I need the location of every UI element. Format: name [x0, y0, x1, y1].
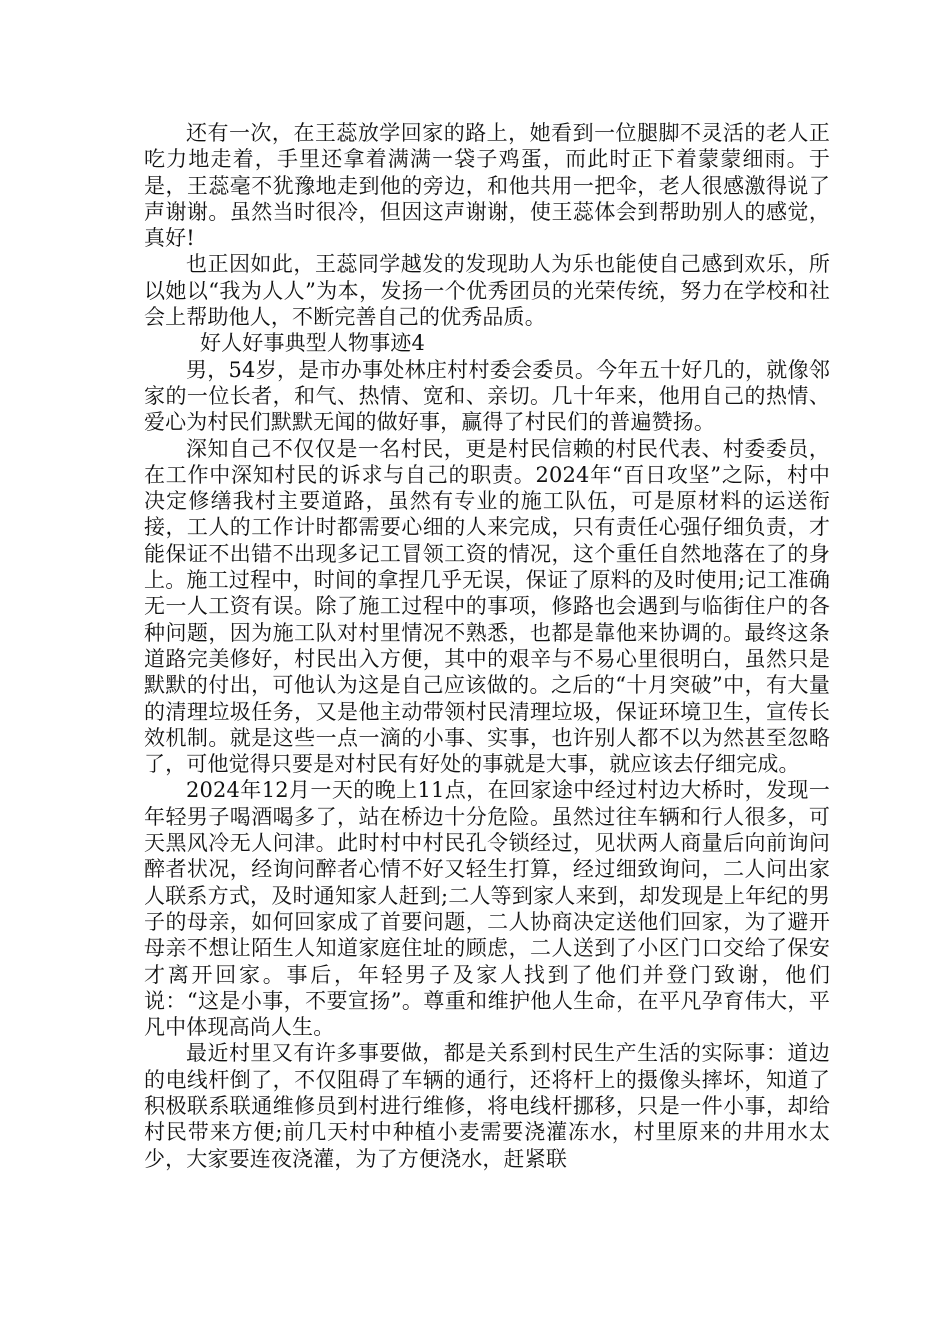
document-body — [144, 120, 830, 1172]
paragraph: 2024年12月一天的晚上11点，在回家途中经过村边大桥时，发现一年轻男子喝酒喝多了，站在桥边十分危险。虽然过往车辆和行人很多，可天黑风冷无人问津。此时村中村民孔令锁经过，见状两人商量后向前询问醉者状况，经询问醉者心情不好又轻生打算，经过细致询问，二人问出家人联系方式，及时通知家人赶到;二人等到家人来到，却发现是上年纪的男子的母亲，如何回家成了首要问题，二人协商决定送他们回家，为了避开母亲不想让陌生人知道家庭住址的顾虑，二人送到了小区门口交给了保安才离开回家。事后，年轻男子及家人找到了他们并登门致谢，他们说：“这是小事，不要宣扬”。尊重和维护他人生命，在平凡孕育伟大，平凡中体现高尚人生。 — [144, 778, 830, 1040]
paragraph: 还有一次，在王蕊放学回家的路上，她看到一位腿脚不灵活的老人正吃力地走着，手里还拿着满满一袋子鸡蛋，而此时正下着蒙蒙细雨。于是，王蕊毫不犹豫地走到他的旁边，和他共用一把伞，老人很感激得说了声谢谢。虽然当时很冷，但因这声谢谢，使王蕊体会到帮助别人的感觉，真好! — [144, 121, 830, 251]
paragraph: 男，54岁，是市办事处林庄村村委会委员。今年五十好几的，就像邻家的一位长者，和气、热情、宽和、亲切。几十年来，他用自己的热情、爱心为村民们默默无闻的做好事，赢得了村民们的普遍赞扬。 — [144, 357, 830, 435]
section-heading: 好人好事典型人物事迹4 — [200, 331, 426, 356]
paragraph: 深知自己不仅仅是一名村民，更是村民信赖的村民代表、村委委员，在工作中深知村民的诉求与自己的职责。2024年“百日攻坚”之际，村中决定修缮我村主要道路，虽然有专业的施工队伍，可是原材料的运送衔接，工人的工作计时都需要心细的人来完成，只有责任心强仔细负责，才能保证不出错不出现多记工冒领工资的情况，这个重任自然地落在了的身上。施工过程中，时间的拿捏几乎无误，保证了原料的及时使用;记工准确无一人工资有误。除了施工过程中的事项，修路也会遇到与临街住户的各种问题，因为施工队对村里情况不熟悉，也都是靠他来协调的。最终这条道路完美修好，村民出入方便，其中的艰辛与不易心里很明白，虽然只是默默的付出，可他认为这是自己应该做的。之后的“十月突破”中，有大量的清理垃圾任务，又是他主动带领村民清理垃圾，保证环境卫生，宣传长效机制。就是这些一点一滴的小事、实事，也许别人都不以为然甚至忽略了，可他觉得只要是对村民有好处的事就是大事，就应该去仔细完成。 — [144, 436, 830, 777]
paragraph: 也正因如此，王蕊同学越发的发现助人为乐也能使自己感到欢乐，所以她以“我为人人”为本，发扬一个优秀团员的光荣传统，努力在学校和社会上帮助他人，不断完善自己的优秀品质。 — [144, 252, 830, 330]
paragraph: 最近村里又有许多事要做，都是关系到村民生产生活的实际事：道边的电线杆倒了，不仅阻碍了车辆的通行，还将杆上的摄像头摔坏，知道了积极联系联通维修员到村进行维修，将电线杆挪移，只是一件小事，却给村民带来方便;前几天村中种植小麦需要浇灌冻水，村里原来的井用水太少，大家要连夜浇灌，为了方便浇水，赶紧联 — [144, 1041, 830, 1171]
